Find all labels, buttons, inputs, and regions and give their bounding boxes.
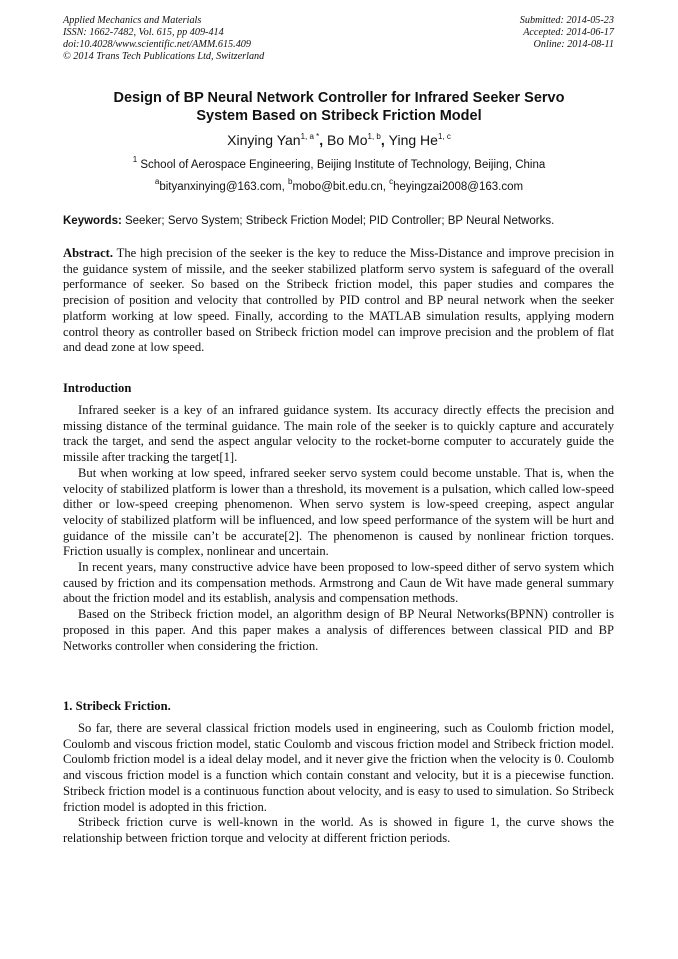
abstract-text: The high precision of the seeker is the key to reduce the Miss-Distance and improve precision in the guidance system of missile, and the seeker stabilized platform servo system is safeguard of the overall performance of seeker. So based on the Stribeck friction model, this paper studies and compares the precision of position and velocity that controlled by PID control and BP neural network when the seeker platform working at low speed. Finally, according to the MATLAB simulation results, applying modern control theory as controller based on Stribeck friction model can improve precision and the problem of flat and dead zone at low speed. [63, 246, 614, 355]
author-name: Ying He [388, 132, 438, 148]
paragraph: In recent years, many constructive advice have been proposed to low-speed dither of servo system which caused by friction and its compensation methods. Armstrong and Caun de Wit have made general summary about the friction model and its establish, analysis and compensation methods. [63, 560, 614, 606]
email-address: mobo@bit.edu.cn, [292, 181, 390, 193]
author-separator: , [380, 132, 389, 148]
email-address: heyingzai2008@163.com [393, 181, 524, 193]
journal-doi: doi:10.4028/www.scientific.net/AMM.615.409 [63, 39, 251, 51]
paragraph: But when working at low speed, infrared seeker servo system could become unstable. That is, when the velocity of stabilized platform is lower than a threshold, its movement is a pulsation, which called low-speed dither or low-speed creeping phenomenon. When servo system is low-speed creeping, aspect angular velocity of stabilized platform will be influenced, and low speed performance of the system will be hurt and guidance of the missile can’t be accurate[2]. The phenomenon is caused by nonlinear friction torques. Friction usually is complex, nonlinear and uncertain. [63, 465, 614, 559]
email-address: bityanxinying@163.com, [159, 181, 288, 193]
journal-issn: ISSN: 1662-7482, Vol. 615, pp 409-414 [63, 27, 224, 39]
author-separator: , [319, 132, 328, 148]
author-affil-mark: 1, c [437, 132, 451, 141]
author-affil-mark: 1, b [367, 132, 381, 141]
introduction-heading: Introduction [63, 381, 132, 395]
affiliation [63, 155, 615, 172]
author-emails [63, 177, 615, 194]
keywords-text: Seeker; Servo System; Stribeck Friction Model; PID Controller; BP Neural Networks. [121, 215, 555, 227]
email-mark: c [389, 177, 394, 186]
author-list [63, 131, 615, 149]
keywords-label: Keywords: [63, 215, 122, 227]
paragraph: Stribeck friction curve is well-known in the world. As is showed in figure 1, the curve shows the relationship between friction torque and velocity at different friction periods. [63, 815, 614, 845]
date-accepted: Accepted: 2014-06-17 [523, 27, 614, 39]
abstract [63, 246, 614, 356]
title-line-1: Design of BP Neural Network Controller for Infrared Seeker Servo [113, 90, 565, 106]
affiliation-text: School of Aerospace Engineering, Beijing Institute of Technology, Beijing, China [137, 159, 546, 171]
affiliation-mark: 1 [132, 155, 138, 164]
date-submitted: Submitted: 2014-05-23 [519, 15, 614, 26]
paragraph: So far, there are several classical friction models used in engineering, such as Coulomb friction model, Coulomb and viscous friction model, static Coulomb and viscous friction model and Stribeck friction model. Coulomb friction model is a ideal delay model, and it never give the friction when the velocity is 0. Coulomb and viscous friction model is a function which contain constant and velocity, but it is a piecewise function. Stribeck friction model is a continuous function about velocity, and is easy to used to simulation. So Stribeck friction model is adopted in this friction. [63, 721, 614, 814]
journal-copyright: © 2014 Trans Tech Publications Ltd, Switzerland [63, 51, 265, 63]
email-mark: a [154, 177, 160, 186]
journal-info [63, 15, 264, 63]
abstract-label: Abstract. [63, 246, 114, 260]
email-mark: b [287, 177, 293, 186]
keywords [63, 214, 615, 228]
author-name: Bo Mo [327, 132, 368, 148]
date-online: Online: 2014-08-11 [533, 39, 614, 51]
section-1-heading: 1. Stribeck Friction. [63, 699, 171, 713]
title-line-2: System Based on Stribeck Friction Model [196, 107, 482, 124]
author-name: Xinying Yan [227, 132, 301, 148]
paragraph: Based on the Stribeck friction model, an algorithm design of BP Neural Networks(BPNN) controller is proposed in this paper. And this paper makes a analysis of differences between classical PID and BP Networks controller when considering the friction. [63, 607, 614, 653]
introduction-body [63, 403, 614, 654]
section-1-body [63, 721, 614, 847]
paper-title [63, 90, 615, 125]
paragraph: Infrared seeker is a key of an infrared guidance system. Its accuracy directly effects the precision and missing distance of the terminal guidance. The main role of the seeker is to quickly capture and accurately track the target, and send the aspect angular velocity to the rocket-borne computer to accurately guide the missile after tracking the target[1]. [63, 403, 614, 465]
journal-name: Applied Mechanics and Materials [63, 15, 202, 26]
author-affil-mark: 1, a * [300, 132, 320, 141]
publication-dates [520, 15, 614, 51]
